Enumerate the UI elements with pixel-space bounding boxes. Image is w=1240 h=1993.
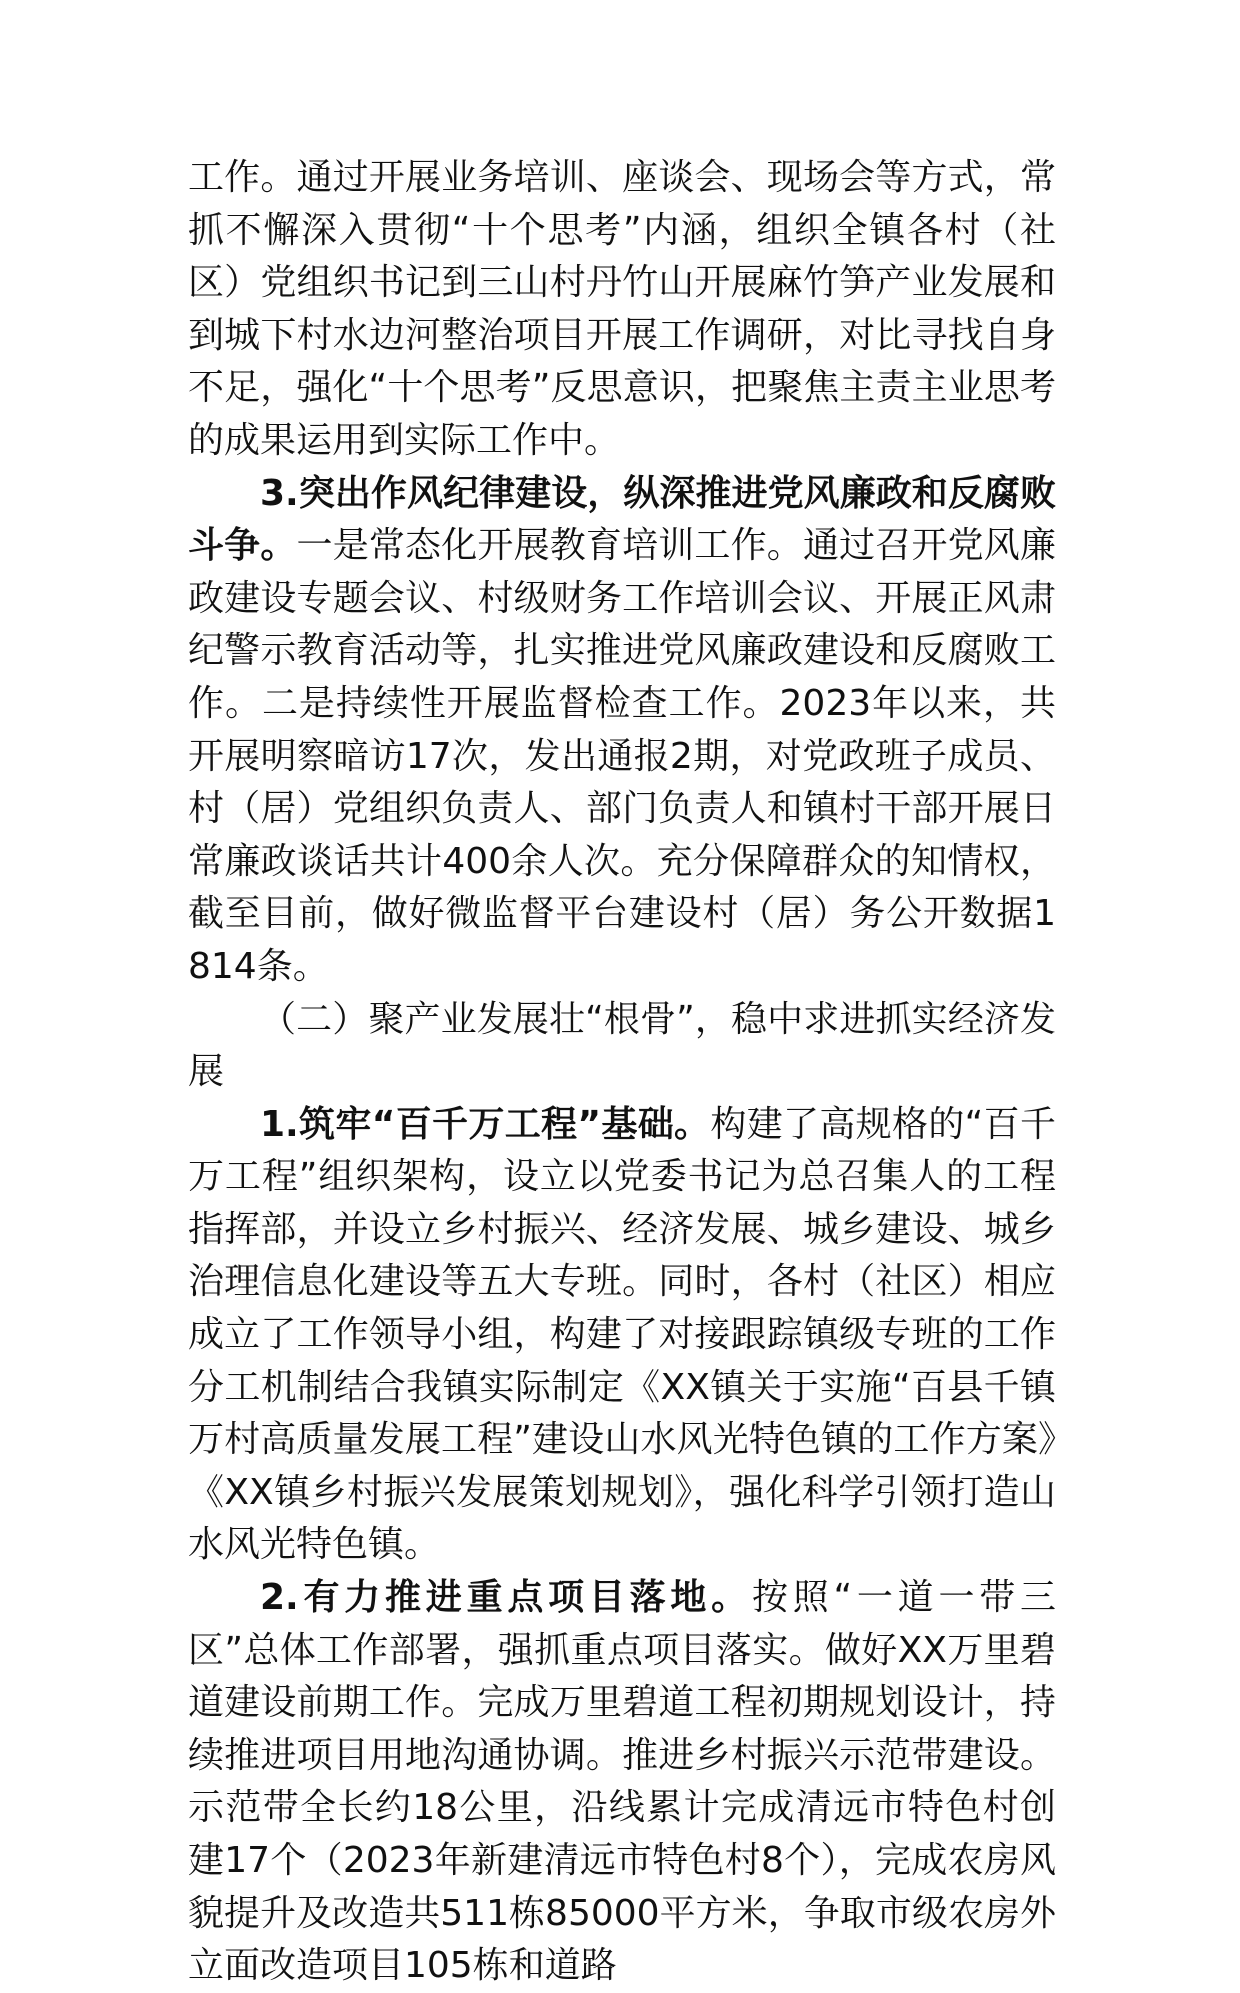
paragraph-heading-foundation: 1.筑牢“百千万工程”基础。 (260, 1103, 711, 1145)
section-heading-industry: （二）聚产业发展壮“根骨”，稳中求进抓实经济发展 (188, 998, 1056, 1093)
paragraph-key-projects (188, 1572, 1056, 1993)
paragraph-body-discipline: 一是常态化开展教育培训工作。通过召开党风廉政建设专题会议、村级财务工作培训会议、开展正风肃纪警示教育活动等，扎实推进党风廉政建设和反腐败工作。二是持续性开展监督检查工作。2023年以来，共开展明察暗访17次，发出通报2期，对党政班子成员、村（居）党组织负责人、部门负责人和镇村干部开展日常廉政谈话共计400余人次。充分保障群众的知情权，截至目前，做好微监督平台建设村（居）务公开数据1814条。 (188, 525, 1056, 987)
paragraph-body-foundation: 构建了高规格的“百千万工程”组织架构，设立以党委书记为总召集人的工程指挥部，并设立乡村振兴、经济发展、城乡建设、城乡治理信息化建设等五大专班。同时，各村（社区）相应成立了工作领导小组，构建了对接跟踪镇级专班的工作分工机制结合我镇实际制定《XX镇关于实施“百县千镇万村高质量发展工程”建设山水风光特色镇的工作方案》《XX镇乡村振兴发展策划规划》，强化科学引领打造山水风光特色镇。 (188, 1103, 1056, 1566)
document-body (188, 152, 1056, 1993)
paragraph-heading-key-projects: 2.有力推进重点项目落地。 (260, 1577, 752, 1619)
paragraph-body-key-projects: 按照“一道一带三区”总体工作部署，强抓重点项目落实。做好XX万里碧道建设前期工作。完成万里碧道工程初期规划设计，持续推进项目用地沟通协调。推进乡村振兴示范带建设。示范带全长约18公里，沿线累计完成清远市特色村创建17个（2023年新建清远市特色村8个），完成农房风貌提升及改造共511栋85000平方米，争取市级农房外立面改造项目105栋和道路 (188, 1577, 1056, 1987)
paragraph-work-summary: 工作。通过开展业务培训、座谈会、现场会等方式，常抓不懈深入贯彻“十个思考”内涵，组织全镇各村（社区）党组织书记到三山村丹竹山开展麻竹笋产业发展和到城下村水边河整治项目开展工作调研，对比寻找自身不足，强化“十个思考”反思意识，把聚焦主责主业思考的成果运用到实际工作中。 (188, 157, 1056, 461)
paragraph-heading-discipline: 3.突出作风纪律建设，纵深推进党风廉政和反腐败斗争。 (188, 472, 1056, 567)
paragraph-foundation (188, 1099, 1056, 1572)
paragraph-discipline (188, 468, 1056, 994)
